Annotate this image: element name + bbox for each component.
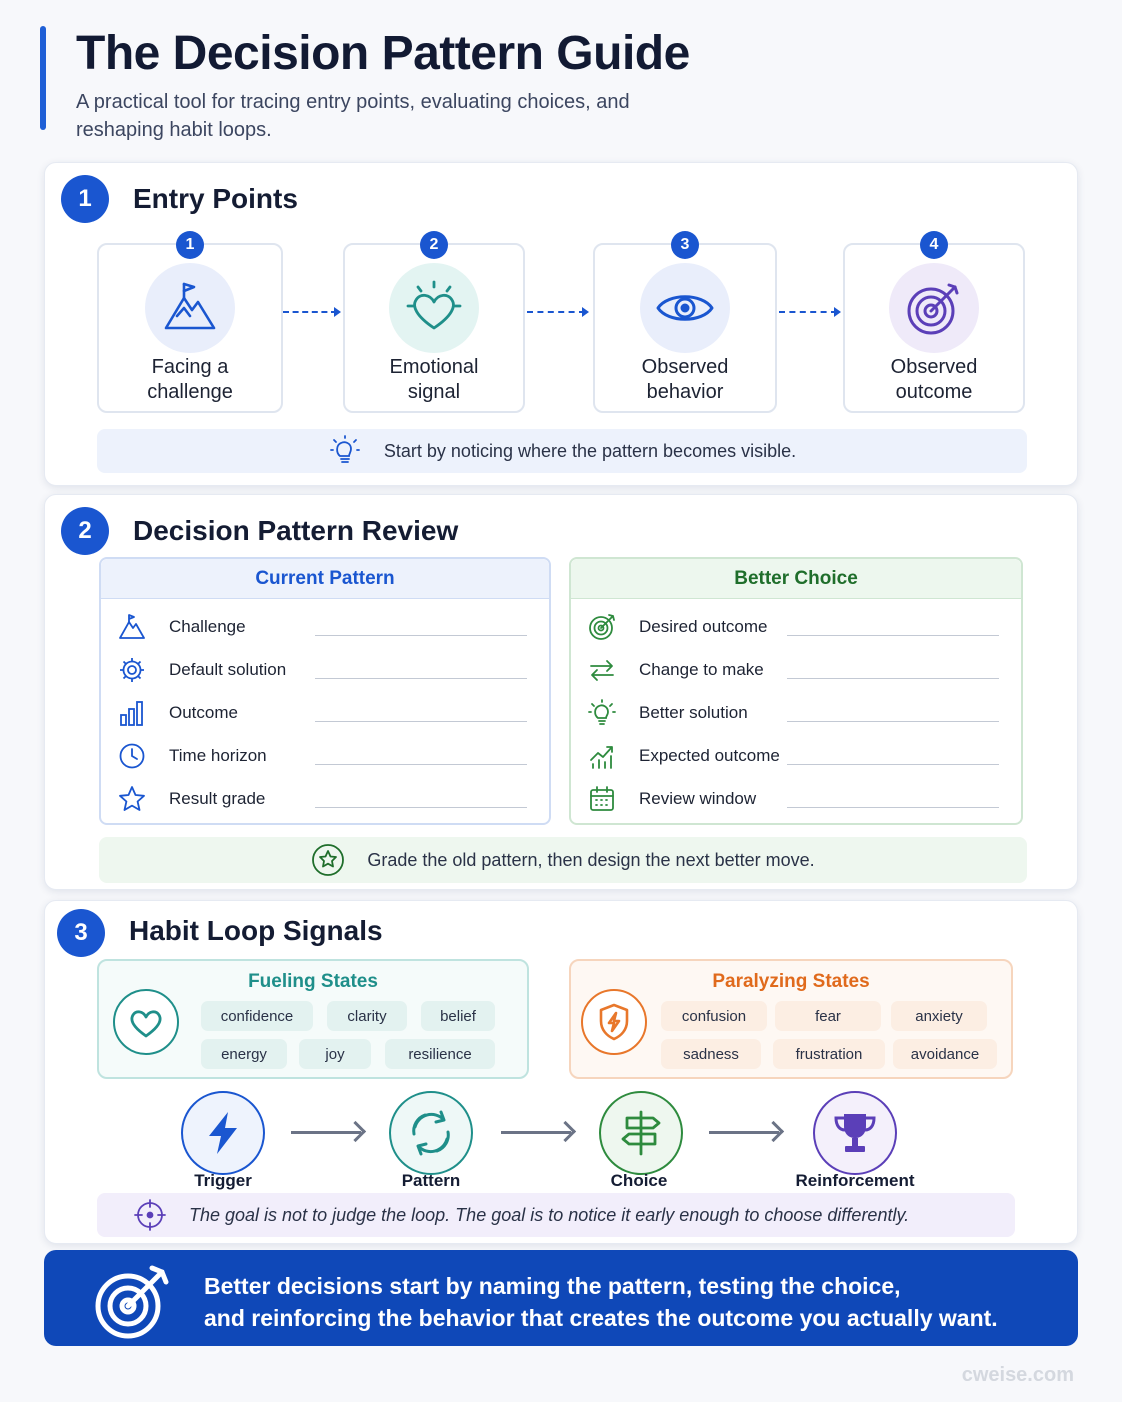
row-label: Better solution — [639, 703, 748, 722]
entry-number-badge: 4 — [920, 231, 948, 259]
title-accent-bar — [40, 26, 46, 130]
flow-connector — [779, 311, 837, 313]
page-title: The Decision Pattern Guide — [76, 27, 690, 80]
fueling-states-title: Fueling States — [248, 971, 378, 992]
entry-number-badge: 2 — [420, 231, 448, 259]
flow-connector — [283, 311, 337, 313]
banner-text — [204, 1270, 998, 1334]
chip-paralyzing: frustration — [773, 1039, 885, 1069]
loop-label-pattern: Pattern — [401, 1171, 461, 1190]
target-icon — [587, 612, 617, 642]
loop-label-trigger: Trigger — [194, 1171, 252, 1190]
star-icon — [117, 784, 147, 814]
review-tip-bar — [99, 837, 1027, 883]
summary-banner — [44, 1250, 1078, 1346]
chip-paralyzing: avoidance — [893, 1039, 997, 1069]
chip-fueling: belief — [421, 1001, 495, 1031]
section-title: Habit Loop Signals — [129, 915, 383, 946]
mountain-flag-icon — [145, 263, 235, 353]
entry-number-badge: 3 — [671, 231, 699, 259]
chip-fueling: confidence — [201, 1001, 313, 1031]
better-row-expected-outcome — [571, 736, 1021, 776]
section-number-badge: 1 — [61, 175, 109, 223]
section-title: Decision Pattern Review — [133, 515, 459, 546]
fueling-states-panel — [97, 959, 529, 1079]
section-title: Entry Points — [133, 183, 298, 214]
write-in-line[interactable] — [315, 721, 527, 722]
paralyzing-states-title: Paralyzing States — [712, 971, 870, 992]
gear-icon — [117, 655, 147, 685]
mountain-icon — [117, 612, 147, 642]
chip-paralyzing: fear — [775, 1001, 881, 1031]
entry-card-emotional — [343, 236, 525, 413]
write-in-line[interactable] — [787, 678, 999, 679]
entry-tip-text: Start by noticing where the pattern becomes visible. — [383, 440, 797, 461]
entry-card-challenge — [97, 236, 283, 413]
heart-icon — [113, 989, 179, 1055]
current-row-time-horizon — [101, 736, 549, 776]
entry-card-outcome — [843, 236, 1025, 413]
write-in-line[interactable] — [315, 764, 527, 765]
write-in-line[interactable] — [787, 807, 999, 808]
current-pattern-panel — [99, 557, 551, 825]
row-label: Review window — [639, 789, 757, 808]
row-label: Time horizon — [169, 746, 267, 765]
better-row-solution — [571, 693, 1021, 733]
entry-number-badge: 1 — [176, 231, 204, 259]
better-choice-panel — [569, 557, 1023, 825]
entry-label: Facing a challenge — [147, 356, 233, 403]
entry-label: Observed behavior — [641, 356, 729, 403]
bar-chart-icon — [117, 698, 147, 728]
trend-up-icon — [587, 741, 617, 771]
better-row-desired-outcome — [571, 607, 1021, 647]
entry-label: Emotional signal — [389, 356, 479, 403]
chip-paralyzing: sadness — [661, 1039, 761, 1069]
better-row-review-window — [571, 779, 1021, 819]
current-row-challenge — [101, 607, 549, 647]
row-label: Desired outcome — [639, 617, 768, 636]
section-number-badge: 3 — [57, 909, 105, 957]
loop-arrow — [709, 1131, 779, 1134]
write-in-line[interactable] — [315, 678, 527, 679]
target-arrow-icon — [92, 1260, 174, 1342]
chip-fueling: joy — [299, 1039, 371, 1069]
better-choice-title: Better Choice — [571, 559, 1021, 599]
row-label: Outcome — [169, 703, 238, 722]
section-number-badge: 2 — [61, 507, 109, 555]
lightbulb-icon — [587, 698, 617, 728]
write-in-line[interactable] — [315, 807, 527, 808]
flow-connector — [527, 311, 585, 313]
clock-icon — [117, 741, 147, 771]
loop-tip-text: The goal is not to judge the loop. The goal is to notice it early enough to choose differently. — [189, 1204, 910, 1225]
page-subtitle: A practical tool for tracing entry points, evaluating choices, and reshaping habit loops. — [76, 91, 630, 141]
lightning-bolt-icon — [181, 1091, 265, 1175]
current-row-default-solution — [101, 650, 549, 690]
section-entry-points — [44, 162, 1078, 486]
target-icon — [889, 263, 979, 353]
crosshair-icon — [133, 1198, 167, 1232]
write-in-line[interactable] — [787, 764, 999, 765]
write-in-line[interactable] — [787, 635, 999, 636]
review-tip-text: Grade the old pattern, then design the next better move. — [367, 849, 815, 870]
shield-lightning-icon — [581, 989, 647, 1055]
cycle-arrows-icon — [389, 1091, 473, 1175]
heart-icon — [389, 263, 479, 353]
current-pattern-title: Current Pattern — [101, 559, 549, 599]
current-row-result-grade — [101, 779, 549, 819]
row-label: Change to make — [639, 660, 764, 679]
loop-arrow — [501, 1131, 571, 1134]
signpost-icon — [599, 1091, 683, 1175]
row-label: Challenge — [169, 617, 246, 636]
loop-arrow — [291, 1131, 361, 1134]
row-label: Default solution — [169, 660, 287, 679]
current-row-outcome — [101, 693, 549, 733]
banner-line-1: Better decisions start by naming the pattern, testing the choice, — [204, 1273, 901, 1299]
section-decision-review — [44, 494, 1078, 890]
star-badge-icon — [311, 843, 345, 877]
section-habit-loop — [44, 900, 1078, 1244]
write-in-line[interactable] — [315, 635, 527, 636]
better-row-change — [571, 650, 1021, 690]
swap-arrows-icon — [587, 655, 617, 685]
chip-fueling: resilience — [385, 1039, 495, 1069]
row-label: Result grade — [169, 789, 266, 808]
chip-fueling: energy — [201, 1039, 287, 1069]
trophy-icon — [813, 1091, 897, 1175]
loop-tip-bar — [97, 1193, 1015, 1237]
entry-card-behavior — [593, 236, 777, 413]
eye-icon — [640, 263, 730, 353]
write-in-line[interactable] — [787, 721, 999, 722]
row-label: Expected outcome — [639, 746, 780, 765]
entry-tip-bar — [97, 429, 1027, 473]
footer-credit[interactable]: cweise.com — [961, 1364, 1074, 1386]
entry-label: Observed outcome — [890, 356, 978, 403]
loop-label-choice: Choice — [610, 1171, 668, 1190]
calendar-icon — [587, 784, 617, 814]
lightbulb-icon — [328, 434, 362, 468]
chip-fueling: clarity — [327, 1001, 407, 1031]
chip-paralyzing: confusion — [661, 1001, 767, 1031]
loop-label-reinforcement: Reinforcement — [795, 1171, 915, 1190]
paralyzing-states-panel — [569, 959, 1013, 1079]
chip-paralyzing: anxiety — [891, 1001, 987, 1031]
banner-line-2: and reinforcing the behavior that creates the outcome you actually want. — [204, 1305, 998, 1331]
